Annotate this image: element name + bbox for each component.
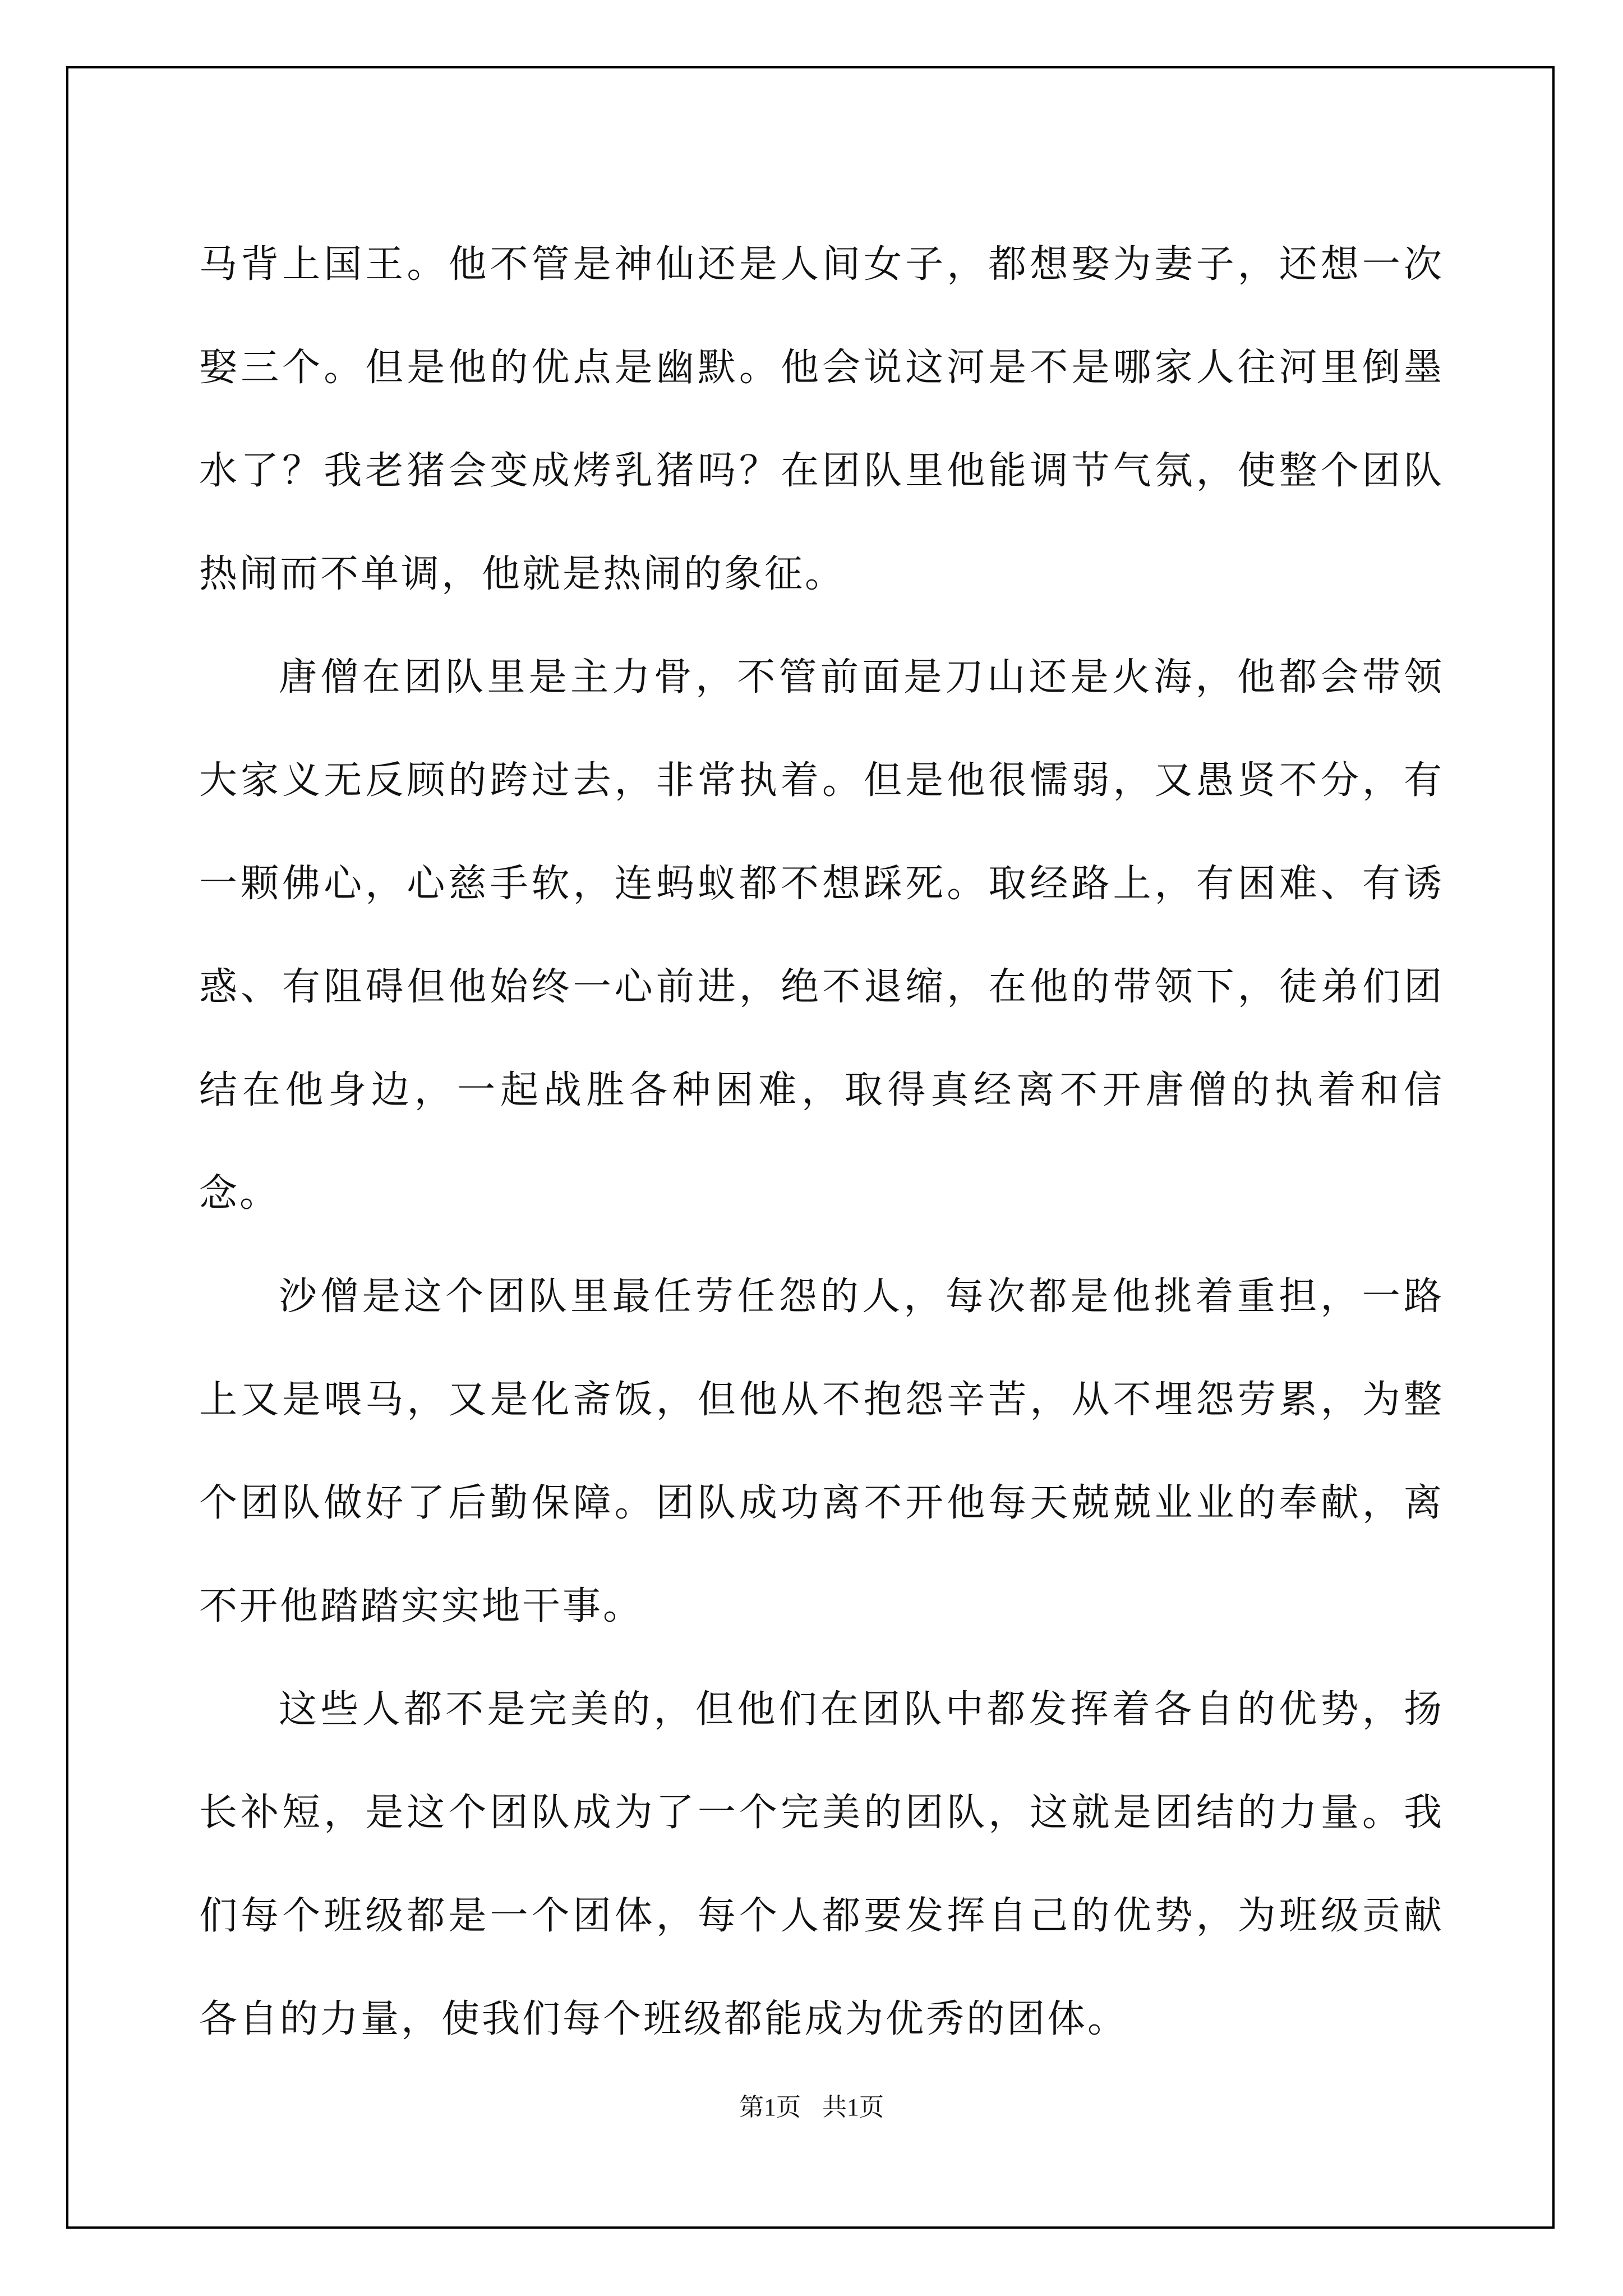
page-number-current: 第1页 (739, 2093, 801, 2121)
paragraph-bajie: 马背上国王。他不管是神仙还是人间女子，都想娶为妻子，还想一次娶三个。但是他的优点是幽默。他会说这河是不是哪家人往河里倒墨水了？我老猪会变成烤乳猪吗？在团队里他能调节气氛，使整个团队热闹而不单调，他就是热闹的象征。 (199, 242, 1444, 596)
page-number-total: 共1页 (822, 2093, 884, 2121)
page-footer (0, 2087, 1623, 2123)
paragraph-shaseng: 沙僧是这个团队里最任劳任怨的人，每次都是他挑着重担，一路上又是喂马，又是化斋饭，但他从不抱怨辛苦，从不埋怨劳累，为整个团队做好了后勤保障。团队成功离不开他每天兢兢业业的奉献，离不开他踏踏实实地干事。 (199, 1274, 1444, 1628)
paragraph-conclusion: 这些人都不是完美的，但他们在团队中都发挥着各自的优势，扬长补短，是这个团队成为了一个完美的团队，这就是团结的力量。我们每个班级都是一个团体，每个人都要发挥自己的优势，为班级贡献各自的力量，使我们每个班级都能成为优秀的团体。 (199, 1687, 1444, 2041)
paragraph-tangseng: 唐僧在团队里是主力骨，不管前面是刀山还是火海，他都会带领大家义无反顾的跨过去，非常执着。但是他很懦弱，又愚贤不分，有一颗佛心，心慈手软，连蚂蚁都不想踩死。取经路上，有困难、有诱惑、有阻碍但他始终一心前进，绝不退缩，在他的带领下，徒弟们团结在他身边，一起战胜各种困难，取得真经离不开唐僧的执着和信念。 (199, 655, 1444, 1216)
document-body (199, 213, 1444, 2071)
